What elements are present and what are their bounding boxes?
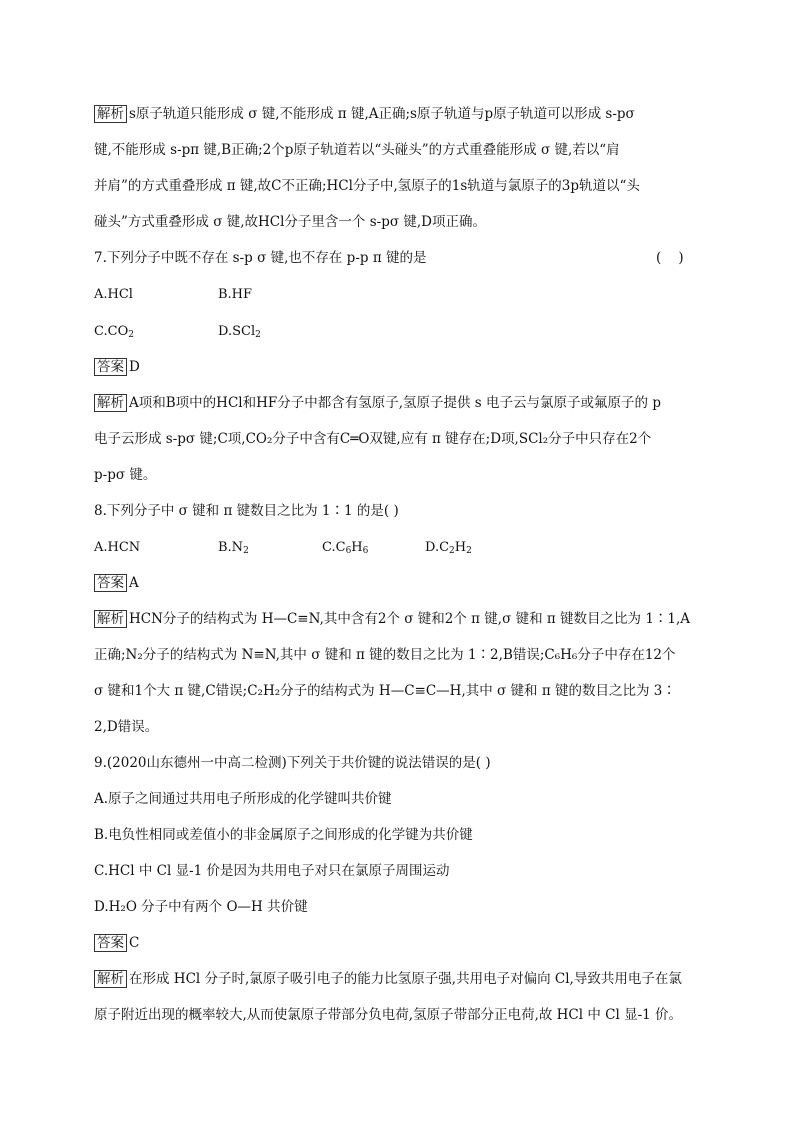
option-b: B.电负性相同或差值小的非金属原子之间形成的化学键为共价键	[94, 827, 473, 843]
explanation-tag: 解析	[94, 610, 127, 628]
question-7-stem: 7.下列分子中既不存在 s-p σ 键,也不存在 p-p π 键的是	[94, 250, 427, 266]
answer-blank: ( )	[656, 250, 684, 266]
explanation-q8-line-1: 解析 HCN分子的结构式为 H—C≡N,其中含有2个 σ 键和2个 π 键,σ 键和 π 键数目之比为 1∶1,A	[94, 610, 690, 628]
explanation-q6-line-1: 解析 s原子轨道只能形成 σ 键,不能形成 π 键,A正确;s原子轨道与p原子轨道可以形成 s-pσ	[94, 105, 635, 123]
option-c: $C.C_6H_6$	[322, 540, 369, 556]
question-9-stem: 9.(2020山东德州一中高二检测)下列关于共价键的说法错误的是( )	[94, 755, 491, 771]
explanation-q6-line-4: 碰头”方式重叠形成 σ 键,故HCl分子里含一个 s-pσ 键,D项正确。	[94, 214, 486, 230]
answer-q7: 答案 D	[94, 358, 140, 376]
explanation-q9-line-2: 原子附近出现的概率较大,从而使氯原子带部分负电荷,氢原子带部分正电荷,故 HCl 中 Cl 显-1 价。	[94, 1007, 683, 1023]
option-c: $C.CO_2$	[94, 324, 134, 340]
option-b: $B.N_2$	[218, 540, 249, 556]
answer-tag: 答案	[94, 358, 127, 376]
explanation-q7-line-3: p-pσ 键。	[94, 467, 157, 483]
explanation-q9-line-1: 解析 在形成 HCl 分子时,氯原子吸引电子的能力比氢原子强,共用电子对偏向 Cl,导致共用电子在氯	[94, 970, 682, 988]
explanation-q6-line-3: 并肩”的方式重叠形成 π 键,故C不正确;HCl分子中,氢原子的1s轨道与氯原子的3p轨道以“头	[94, 178, 640, 194]
explanation-q7-line-2: 电子云形成 s-pσ 键;C项,CO₂分子中含有C═O双键,应有 π 键存在;D项,SCl₂分子中只存在2个	[94, 431, 652, 447]
explanation-q8-line-2: 正确;N₂分子的结构式为 N≡N,其中 σ 键和 π 键的数目之比为 1∶2,B错误;C₆H₆分子中存在12个	[94, 647, 676, 663]
option-d: D.H₂O 分子中有两个 O—H 共价键	[94, 899, 308, 915]
answer-tag: 答案	[94, 574, 127, 592]
explanation-q6-line-2: 键,不能形成 s-pπ 键,B正确;2个p原子轨道若以“头碰头”的方式重叠能形成 σ 键,若以“肩	[94, 142, 620, 158]
option-a: A.原子之间通过共用电子所形成的化学键叫共价键	[94, 791, 392, 807]
answer-q8: 答案 A	[94, 574, 139, 592]
answer-tag: 答案	[94, 934, 127, 952]
option-b: B.HF	[218, 287, 253, 302]
explanation-q8-line-4: 2,D错误。	[94, 719, 159, 735]
answer-q9: 答案 C	[94, 934, 139, 952]
option-a: A.HCl	[94, 287, 133, 302]
option-c: C.HCl 中 Cl 显-1 价是因为共用电子对只在氯原子周围运动	[94, 863, 450, 879]
question-8-stem: 8.下列分子中 σ 键和 π 键数目之比为 1∶1 的是( )	[94, 503, 399, 519]
explanation-q8-line-3: σ 键和1个大 π 键,C错误;C₂H₂分子的结构式为 H—C≡C—H,其中 σ 键和 π 键的数目之比为 3∶	[94, 683, 676, 699]
explanation-tag: 解析	[94, 970, 127, 988]
explanation-tag: 解析	[94, 105, 127, 123]
option-d: D.SCl$_2$	[218, 324, 261, 340]
explanation-tag: 解析	[94, 394, 127, 412]
explanation-q7-line-1: 解析 A项和B项中的HCl和HF分子中都含有氢原子,氢原子提供 s 电子云与氯原子或氟原子的 p	[94, 394, 661, 412]
option-d: $D.C_2H_2$	[425, 540, 472, 556]
option-a: A.HCN	[94, 540, 141, 555]
